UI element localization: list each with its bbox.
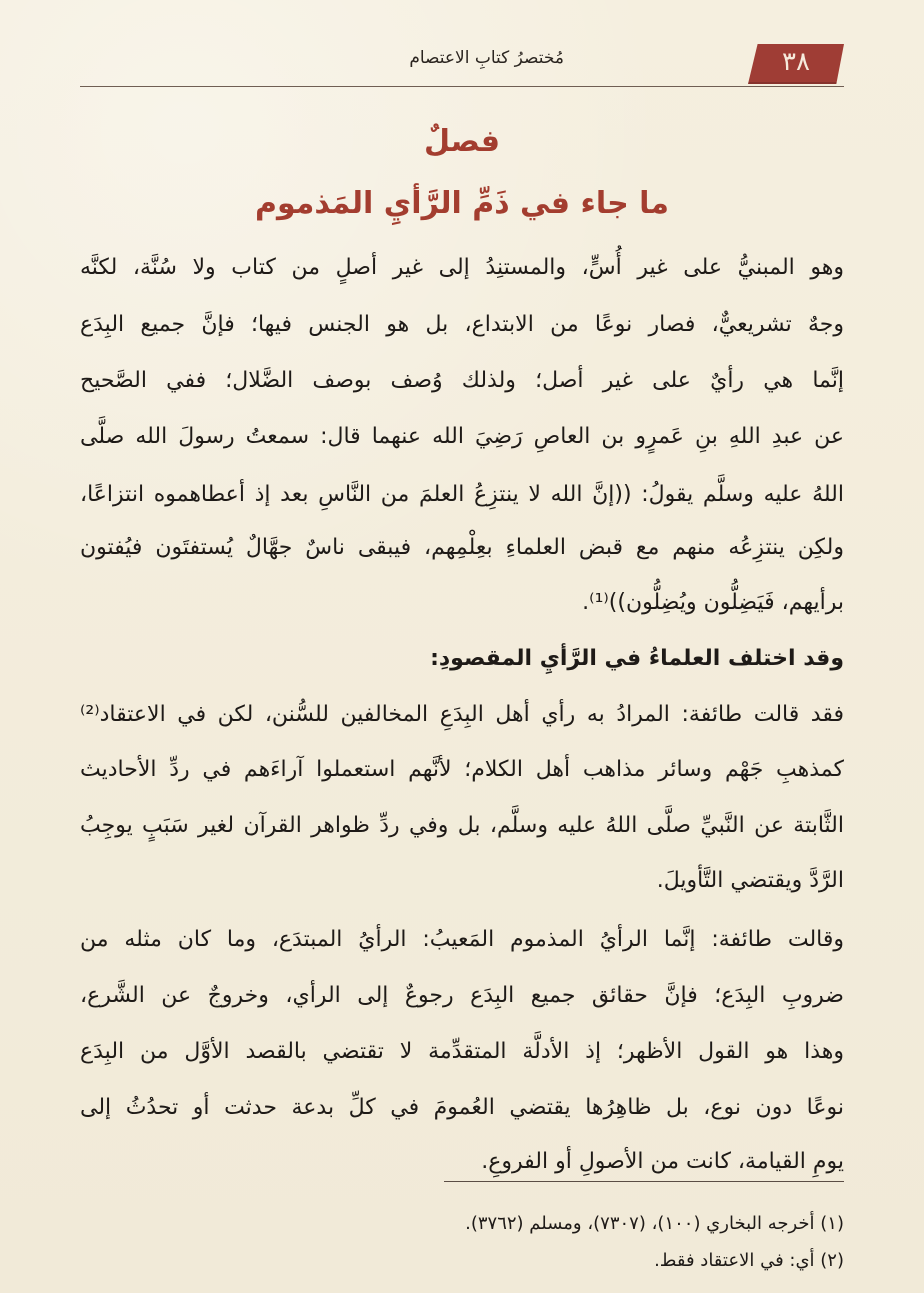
text-line-14: وهذا هو القول الأظهر؛ إذ الأدلَّة المتقدِّمة لا تقتضي بالقصد الأوَّل من البِدَع [80,1039,844,1064]
footnote-1: (١) أخرجه البخاري (١٠٠)، (٧٣٠٧)، ومسلم (٣٧٦٢). [465,1213,844,1234]
footnote-divider [444,1181,844,1182]
text-line-1: وهو المبنيُّ على غير أُسٍّ، والمستنِدُ إلى غير أصلٍ من كتاب ولا سُنَّة، لكنَّه [80,255,844,280]
text-line-8: فقد قالت طائفة: المرادُ به رأي أهل البِدَعِ المخالفين للسُّنن، لكن في الاعتقاد⁽²⁾ [80,702,844,727]
book-title: مُختصرُ كتابِ الاعتصام [409,48,564,68]
text-line-15: نوعًا دون نوع، بل ظاهِرُها يقتضي العُمومَ في كلِّ بدعة حدثت أو تحدُثُ إلى [80,1095,844,1120]
text-line-7: برأيهم، فَيَضِلُّون ويُضِلُّون))⁽¹⁾. [582,590,844,615]
text-line-4: عن عبدِ اللهِ بنِ عَمرٍو بن العاصِ رَضِيَ الله عنهما قال: سمعتُ رسولَ الله صلَّى [80,424,844,449]
text-line-6: ولكِن ينتزِعُه منهم مع قبض العلماءِ بعِلْمِهم، فيبقى ناسٌ جهَّالٌ يُستفتَون فيُفتون [80,535,844,560]
page-header [80,44,844,90]
text-line-5: اللهُ عليه وسلَّم يقولُ: ((إنَّ الله لا ينتزِعُ العلمَ من النَّاسِ بعد إذ أعطاهموه انتزاعًا، [80,482,844,507]
text-line-12: وقالت طائفة: إنَّما الرأيُ المذموم المَعيبُ: الرأيُ المبتدَع، وما كان مثله من [80,927,844,952]
header-divider [80,86,844,87]
text-line-10: الثَّابتة عن النَّبيِّ صلَّى اللهُ عليه وسلَّم، بل وفي ردِّ ظواهر القرآن لغير سَبَبٍ يوجِبُ [80,813,844,838]
footnote-2: (٢) أي: في الاعتقاد فقط. [654,1250,844,1271]
subheading: وقد اختلف العلماءُ في الرَّأيِ المقصودِ: [430,646,844,671]
text-line-2: وجهٌ تشريعيٌّ، فصار نوعًا من الابتداع، بل هو الجنس فيها؛ فإنَّ جميع البِدَع [80,312,844,337]
text-line-3: إنَّما هي رأيٌ على غير أصل؛ ولذلك وُصف بوصف الضَّلال؛ ففي الصَّحيح [80,368,844,393]
section-label: فصلٌ [424,124,500,159]
section-title: ما جاء في ذَمِّ الرَّأيِ المَذموم [254,186,669,221]
text-line-13: ضروبِ البِدَع؛ فإنَّ حقائق جميع البِدَع رجوعٌ إلى الرأي، وخروجٌ عن الشَّرع، [80,983,844,1008]
page-number: ٣٨ [782,47,810,77]
text-line-9: كمذهبِ جَهْم وسائر مذاهب أهل الكلام؛ لأنَّهم استعملوا آراءَهم في ردِّ الأحاديث [80,757,844,782]
text-line-16: يومِ القيامة، كانت من الأصولِ أو الفروعِ. [481,1149,844,1174]
text-line-11: الرَّدَّ ويقتضي التَّأويلَ. [656,868,844,893]
